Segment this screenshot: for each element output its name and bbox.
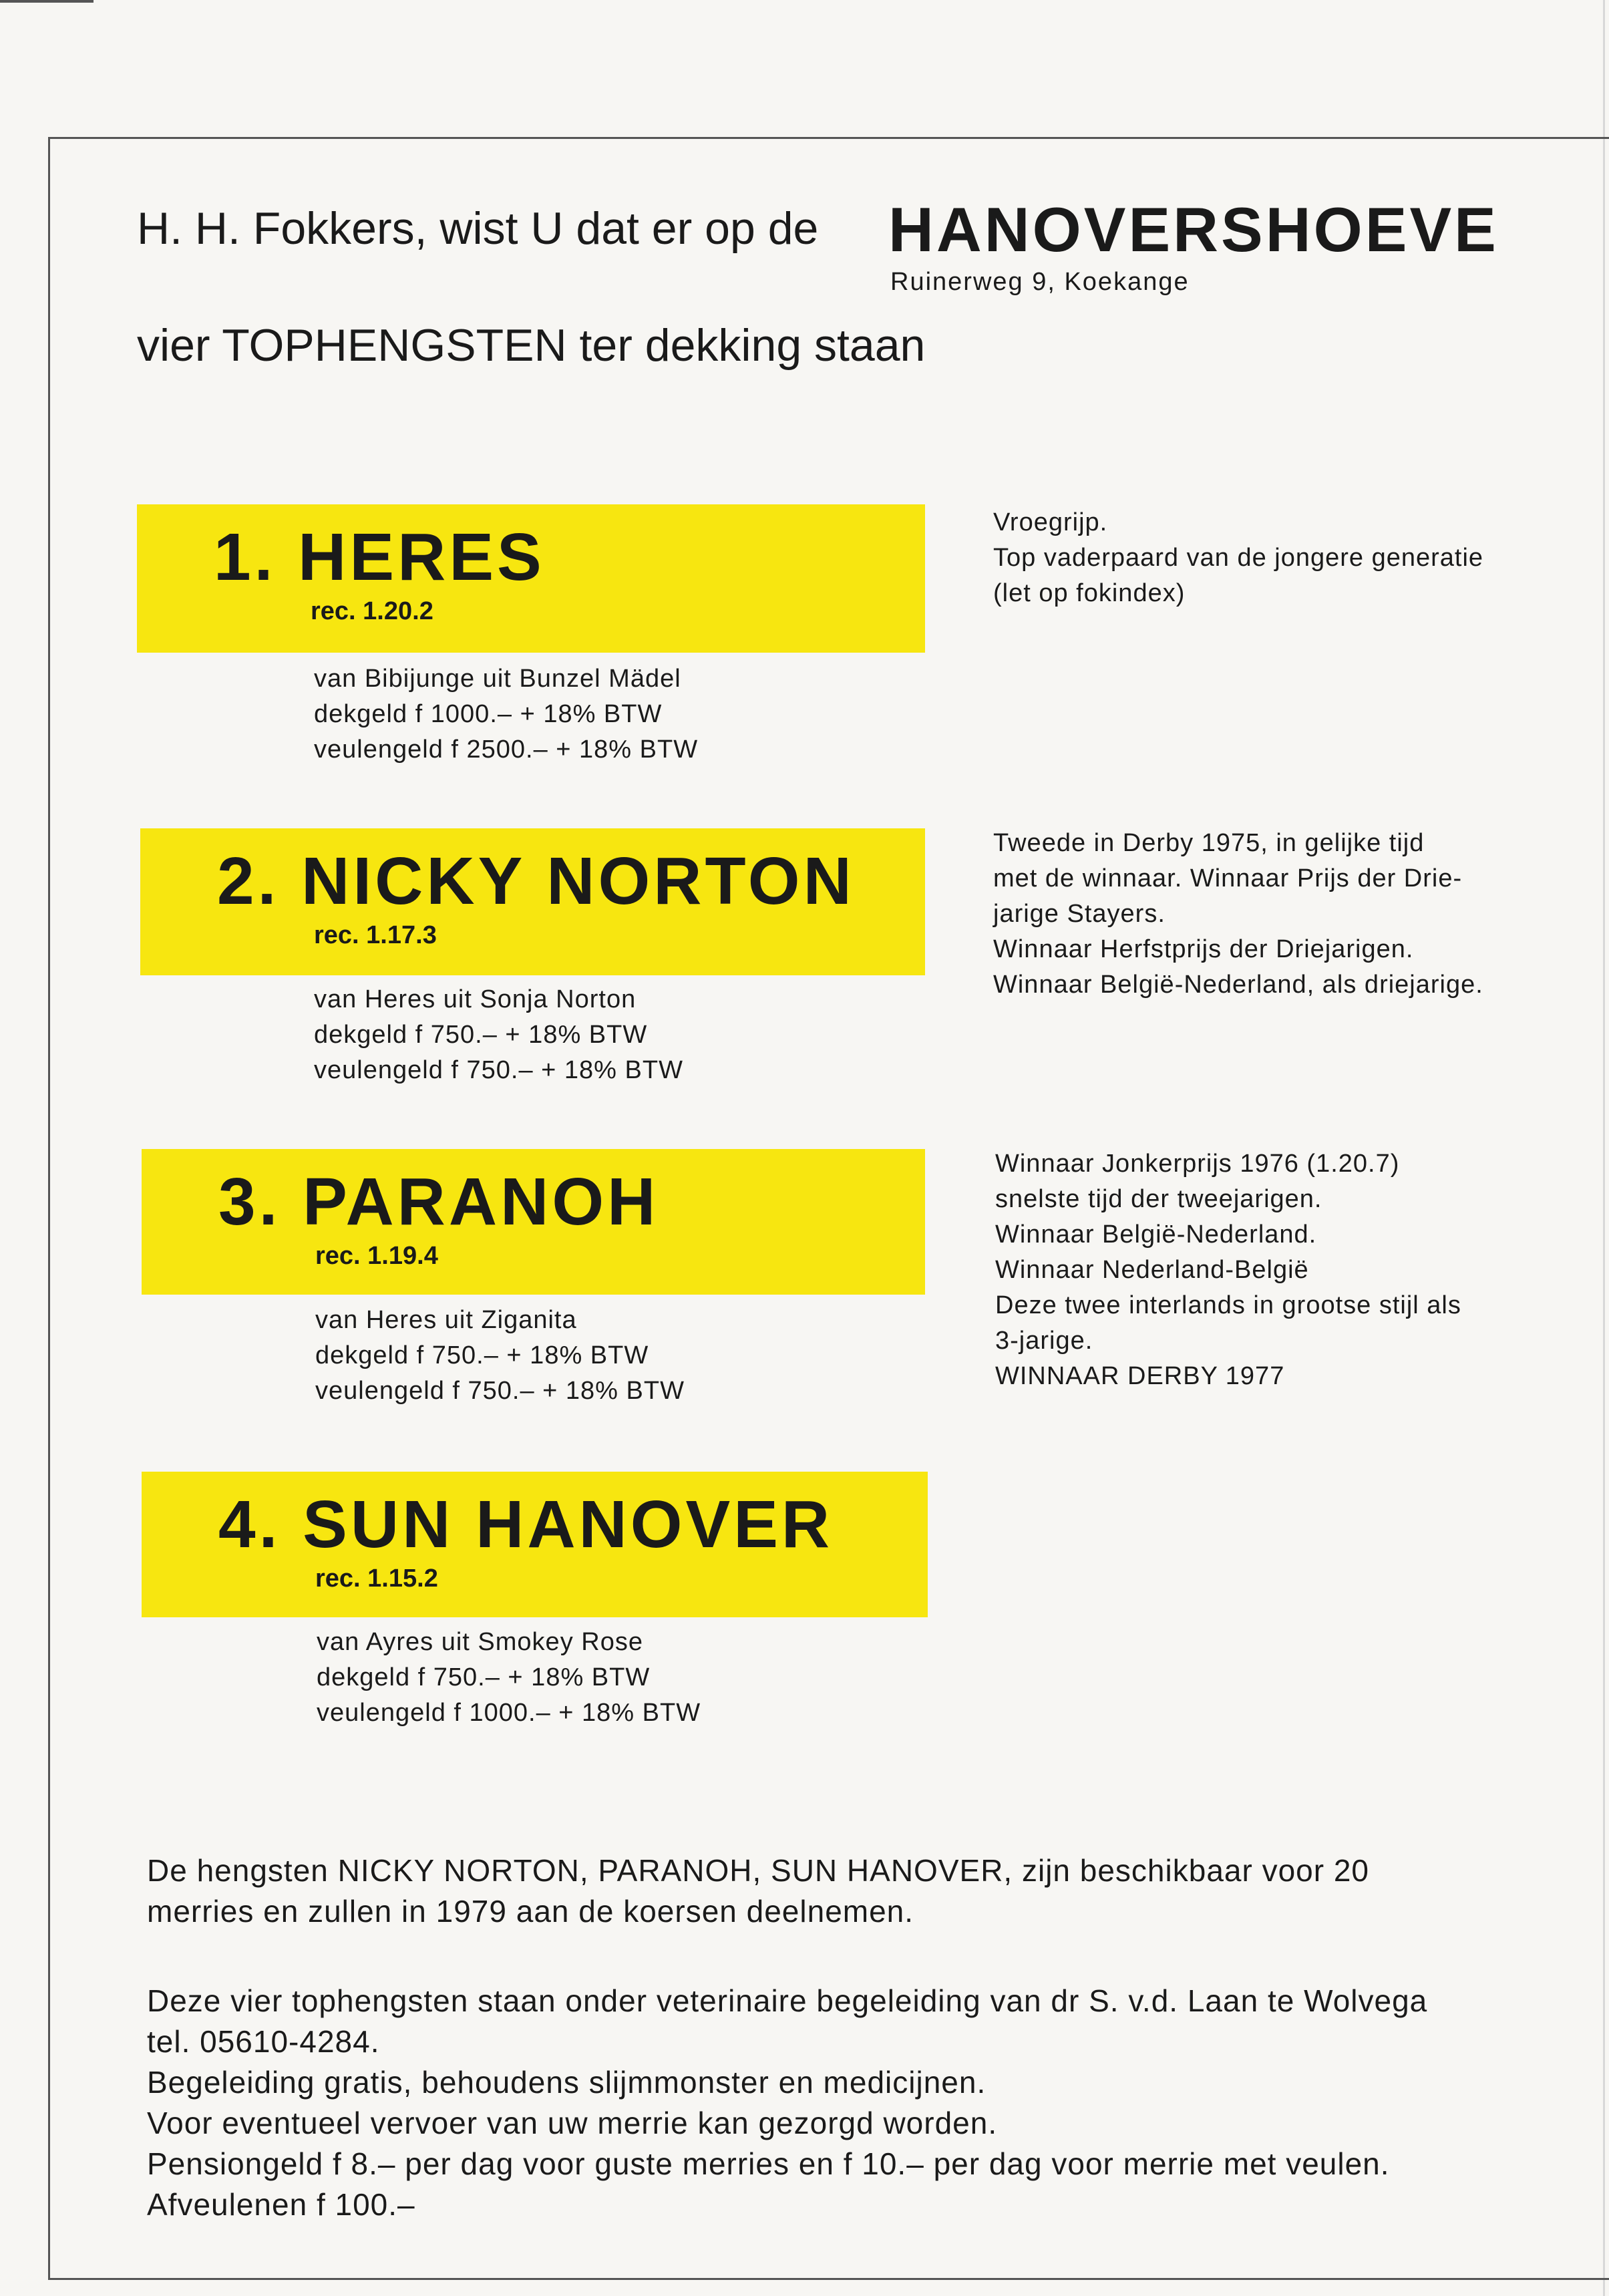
stallion-details-heres bbox=[314, 661, 698, 768]
note-line: snelste tijd der tweejarigen. bbox=[995, 1185, 1322, 1213]
note-line: 3-jarige. bbox=[995, 1327, 1093, 1355]
stallion-notes-paranoh bbox=[995, 1146, 1461, 1394]
paragraph-line: tel. 05610-4284. bbox=[147, 2024, 380, 2059]
veterinary-paragraph bbox=[147, 1981, 1427, 2225]
stallion-banner-heres bbox=[137, 504, 925, 653]
stallion-notes-heres bbox=[993, 505, 1483, 611]
paragraph-line: De hengsten NICKY NORTON, PARANOH, SUN HANOVER, zijn beschikbaar voor 20 bbox=[147, 1853, 1370, 1888]
paragraph-line: Begeleiding gratis, behoudens slijmmonster en medicijnen. bbox=[147, 2065, 987, 2100]
stallion-title: 4. SUN HANOVER bbox=[218, 1487, 834, 1562]
note-line: WINNAAR DERBY 1977 bbox=[995, 1362, 1285, 1390]
paragraph-line: Pensiongeld f 8.– per dag voor guste merries en f 10.– per dag voor merrie met veulen. bbox=[147, 2146, 1390, 2181]
stallion-record: rec. 1.15.2 bbox=[315, 1565, 438, 1593]
farm-address: Ruinerweg 9, Koekange bbox=[890, 268, 1190, 296]
intro-line-2: vier TOPHENGSTEN ter dekking staan bbox=[137, 320, 926, 371]
stallion-foal-fee: veulengeld f 1000.– + 18% BTW bbox=[317, 1699, 701, 1727]
stallion-banner-sun-hanover bbox=[142, 1472, 928, 1617]
stallion-title: 3. PARANOH bbox=[218, 1164, 659, 1239]
stallion-stud-fee: dekgeld f 750.– + 18% BTW bbox=[315, 1341, 649, 1369]
note-line: Winnaar Nederland-België bbox=[995, 1256, 1309, 1284]
stallion-details-nicky-norton bbox=[314, 982, 683, 1088]
note-line: Vroegrijp. bbox=[993, 508, 1108, 536]
note-line: (let op fokindex) bbox=[993, 579, 1186, 607]
stallion-banner-paranoh bbox=[142, 1149, 925, 1295]
paragraph-line: Deze vier tophengsten staan onder veterinaire begeleiding van dr S. v.d. Laan te Wolvega bbox=[147, 1983, 1428, 2018]
note-line: Winnaar Herfstprijs der Driejarigen. bbox=[993, 935, 1414, 963]
stallion-record: rec. 1.17.3 bbox=[314, 921, 437, 949]
paragraph-line: Afveulenen f 100.– bbox=[147, 2187, 415, 2222]
paragraph-line: Voor eventueel vervoer van uw merrie kan gezorgd worden. bbox=[147, 2106, 998, 2140]
stallion-notes-nicky-norton bbox=[993, 826, 1483, 1003]
corner-crop-mark bbox=[0, 0, 94, 3]
stallion-pedigree: van Heres uit Sonja Norton bbox=[314, 985, 637, 1013]
stallion-record: rec. 1.20.2 bbox=[311, 597, 433, 625]
stallion-pedigree: van Heres uit Ziganita bbox=[315, 1306, 577, 1334]
note-line: jarige Stayers. bbox=[993, 900, 1166, 928]
intro-line-1: H. H. Fokkers, wist U dat er op de bbox=[137, 203, 819, 254]
stallion-title: 2. NICKY NORTON bbox=[217, 844, 855, 919]
farm-name: HANOVERSHOEVE bbox=[888, 194, 1499, 265]
stallion-foal-fee: veulengeld f 2500.– + 18% BTW bbox=[314, 735, 699, 764]
stallion-banner-nicky-norton bbox=[140, 828, 925, 975]
stallion-record: rec. 1.19.4 bbox=[315, 1242, 438, 1270]
note-line: Winnaar België-Nederland. bbox=[995, 1220, 1317, 1249]
paragraph-line: merries en zullen in 1979 aan de koersen deelnemen. bbox=[147, 1894, 914, 1929]
stallion-details-paranoh bbox=[315, 1303, 685, 1409]
note-line: Winnaar België-Nederland, als driejarige. bbox=[993, 971, 1483, 999]
stallion-stud-fee: dekgeld f 750.– + 18% BTW bbox=[314, 1021, 648, 1049]
stallion-title: 1. HERES bbox=[214, 520, 545, 595]
note-line: Deze twee interlands in grootse stijl als bbox=[995, 1291, 1461, 1319]
note-line: met de winnaar. Winnaar Prijs der Drie- bbox=[993, 864, 1463, 892]
stallion-pedigree: van Bibijunge uit Bunzel Mädel bbox=[314, 665, 681, 693]
stallion-stud-fee: dekgeld f 1000.– + 18% BTW bbox=[314, 700, 663, 728]
stallion-foal-fee: veulengeld f 750.– + 18% BTW bbox=[315, 1377, 685, 1405]
stallion-details-sun-hanover bbox=[317, 1625, 701, 1731]
note-line: Top vaderpaard van de jongere generatie bbox=[993, 544, 1484, 572]
availability-paragraph bbox=[147, 1850, 1369, 1932]
note-line: Winnaar Jonkerprijs 1976 (1.20.7) bbox=[995, 1150, 1400, 1178]
note-line: Tweede in Derby 1975, in gelijke tijd bbox=[993, 829, 1425, 857]
stallion-stud-fee: dekgeld f 750.– + 18% BTW bbox=[317, 1663, 651, 1691]
stallion-foal-fee: veulengeld f 750.– + 18% BTW bbox=[314, 1056, 683, 1084]
stallion-pedigree: van Ayres uit Smokey Rose bbox=[317, 1628, 643, 1656]
